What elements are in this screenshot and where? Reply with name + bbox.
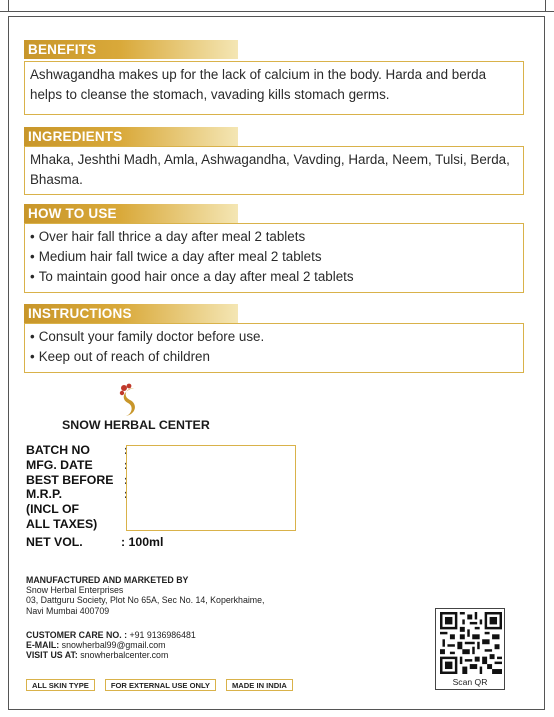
how-to-use-item: • To maintain good hair once a day after meal 2 tablets	[30, 267, 518, 287]
email-value: snowherbal99@gmail.com	[59, 640, 166, 651]
manufacturer-address-line2: Navi Mumbai 400709	[26, 605, 110, 616]
website-label: VISIT US AT:	[26, 650, 78, 661]
ingredients-text: Mhaka, Jeshthi Madh, Amla, Ashwagandha, Vavding, Harda, Neem, Tulsi, Berda, Bhasma.	[24, 146, 524, 195]
net-vol-label: NET VOL.	[26, 535, 83, 549]
top-strip-right-edge	[545, 0, 546, 12]
batch-info-box	[126, 445, 296, 531]
mrp-colon: :	[123, 487, 129, 502]
net-vol-value: : 100ml	[121, 535, 164, 549]
net-volume	[26, 535, 163, 549]
best-before-colon: :	[123, 472, 129, 487]
instructions-item: • Keep out of reach of children	[30, 347, 518, 367]
tag-row	[26, 679, 293, 691]
how-to-use-item: • Medium hair fall twice a day after meal 2 tablets	[30, 247, 518, 267]
batch-details	[26, 443, 131, 532]
best-before-label: BEST BEFORE	[26, 472, 114, 487]
qr-box	[435, 608, 505, 690]
instructions-heading: INSTRUCTIONS	[24, 304, 238, 323]
tag-external-use: FOR EXTERNAL USE ONLY	[105, 679, 216, 691]
brand-logo-icon	[116, 382, 148, 420]
how-to-use-heading: HOW TO USE	[24, 204, 238, 223]
instructions-item: • Consult your family doctor before use.	[30, 327, 518, 347]
batch-no-colon: :	[123, 443, 129, 457]
top-strip	[0, 0, 554, 12]
batch-no-label: BATCH NO	[26, 443, 90, 457]
scan-qr-label: Scan QR	[452, 677, 488, 687]
ingredients-heading: INGREDIENTS	[24, 127, 238, 146]
email-label: E-MAIL:	[26, 640, 60, 651]
tag-skin-type: ALL SKIN TYPE	[26, 679, 95, 691]
benefits-text: Ashwagandha makes up for the lack of calcium in the body. Harda and berda helps to cleanse the stomach, vavading kills stomach germs.	[24, 61, 524, 115]
manufacturer-name: Snow Herbal Enterprises	[26, 585, 124, 596]
instructions-list	[24, 323, 524, 373]
mfg-date-label: MFG. DATE	[26, 457, 93, 472]
contact-block	[26, 630, 196, 661]
mfg-date-colon: :	[123, 457, 129, 472]
customer-care-number: +91 9136986481	[127, 630, 196, 640]
how-to-use-list	[24, 223, 524, 293]
mrp-label: M.R.P.	[26, 487, 62, 502]
incl-of-label: (INCL OF	[26, 502, 80, 517]
benefits-heading: BENEFITS	[24, 40, 238, 59]
customer-care-label: CUSTOMER CARE NO. :	[26, 630, 128, 640]
tag-made-in-india: MADE IN INDIA	[226, 679, 293, 691]
manufacturer-block	[26, 575, 264, 616]
manufacturer-heading: MANUFACTURED AND MARKETED BY	[26, 575, 189, 585]
all-taxes-label: ALL TAXES)	[26, 516, 98, 531]
website-value: snowherbalcenter.com	[77, 650, 169, 661]
qr-code-icon	[440, 612, 502, 674]
how-to-use-item: • Over hair fall thrice a day after meal 2 tablets	[30, 227, 518, 247]
how-to-use-section	[24, 204, 524, 293]
top-strip-left-edge	[8, 0, 9, 12]
ingredients-section	[24, 127, 524, 195]
manufacturer-address-line1: 03, Dattguru Society, Plot No 65A, Sec No. 14, Koperkhaime,	[26, 595, 265, 606]
benefits-section	[24, 40, 524, 115]
brand-name: SNOW HERBAL CENTER	[62, 418, 210, 432]
instructions-section	[24, 304, 524, 373]
